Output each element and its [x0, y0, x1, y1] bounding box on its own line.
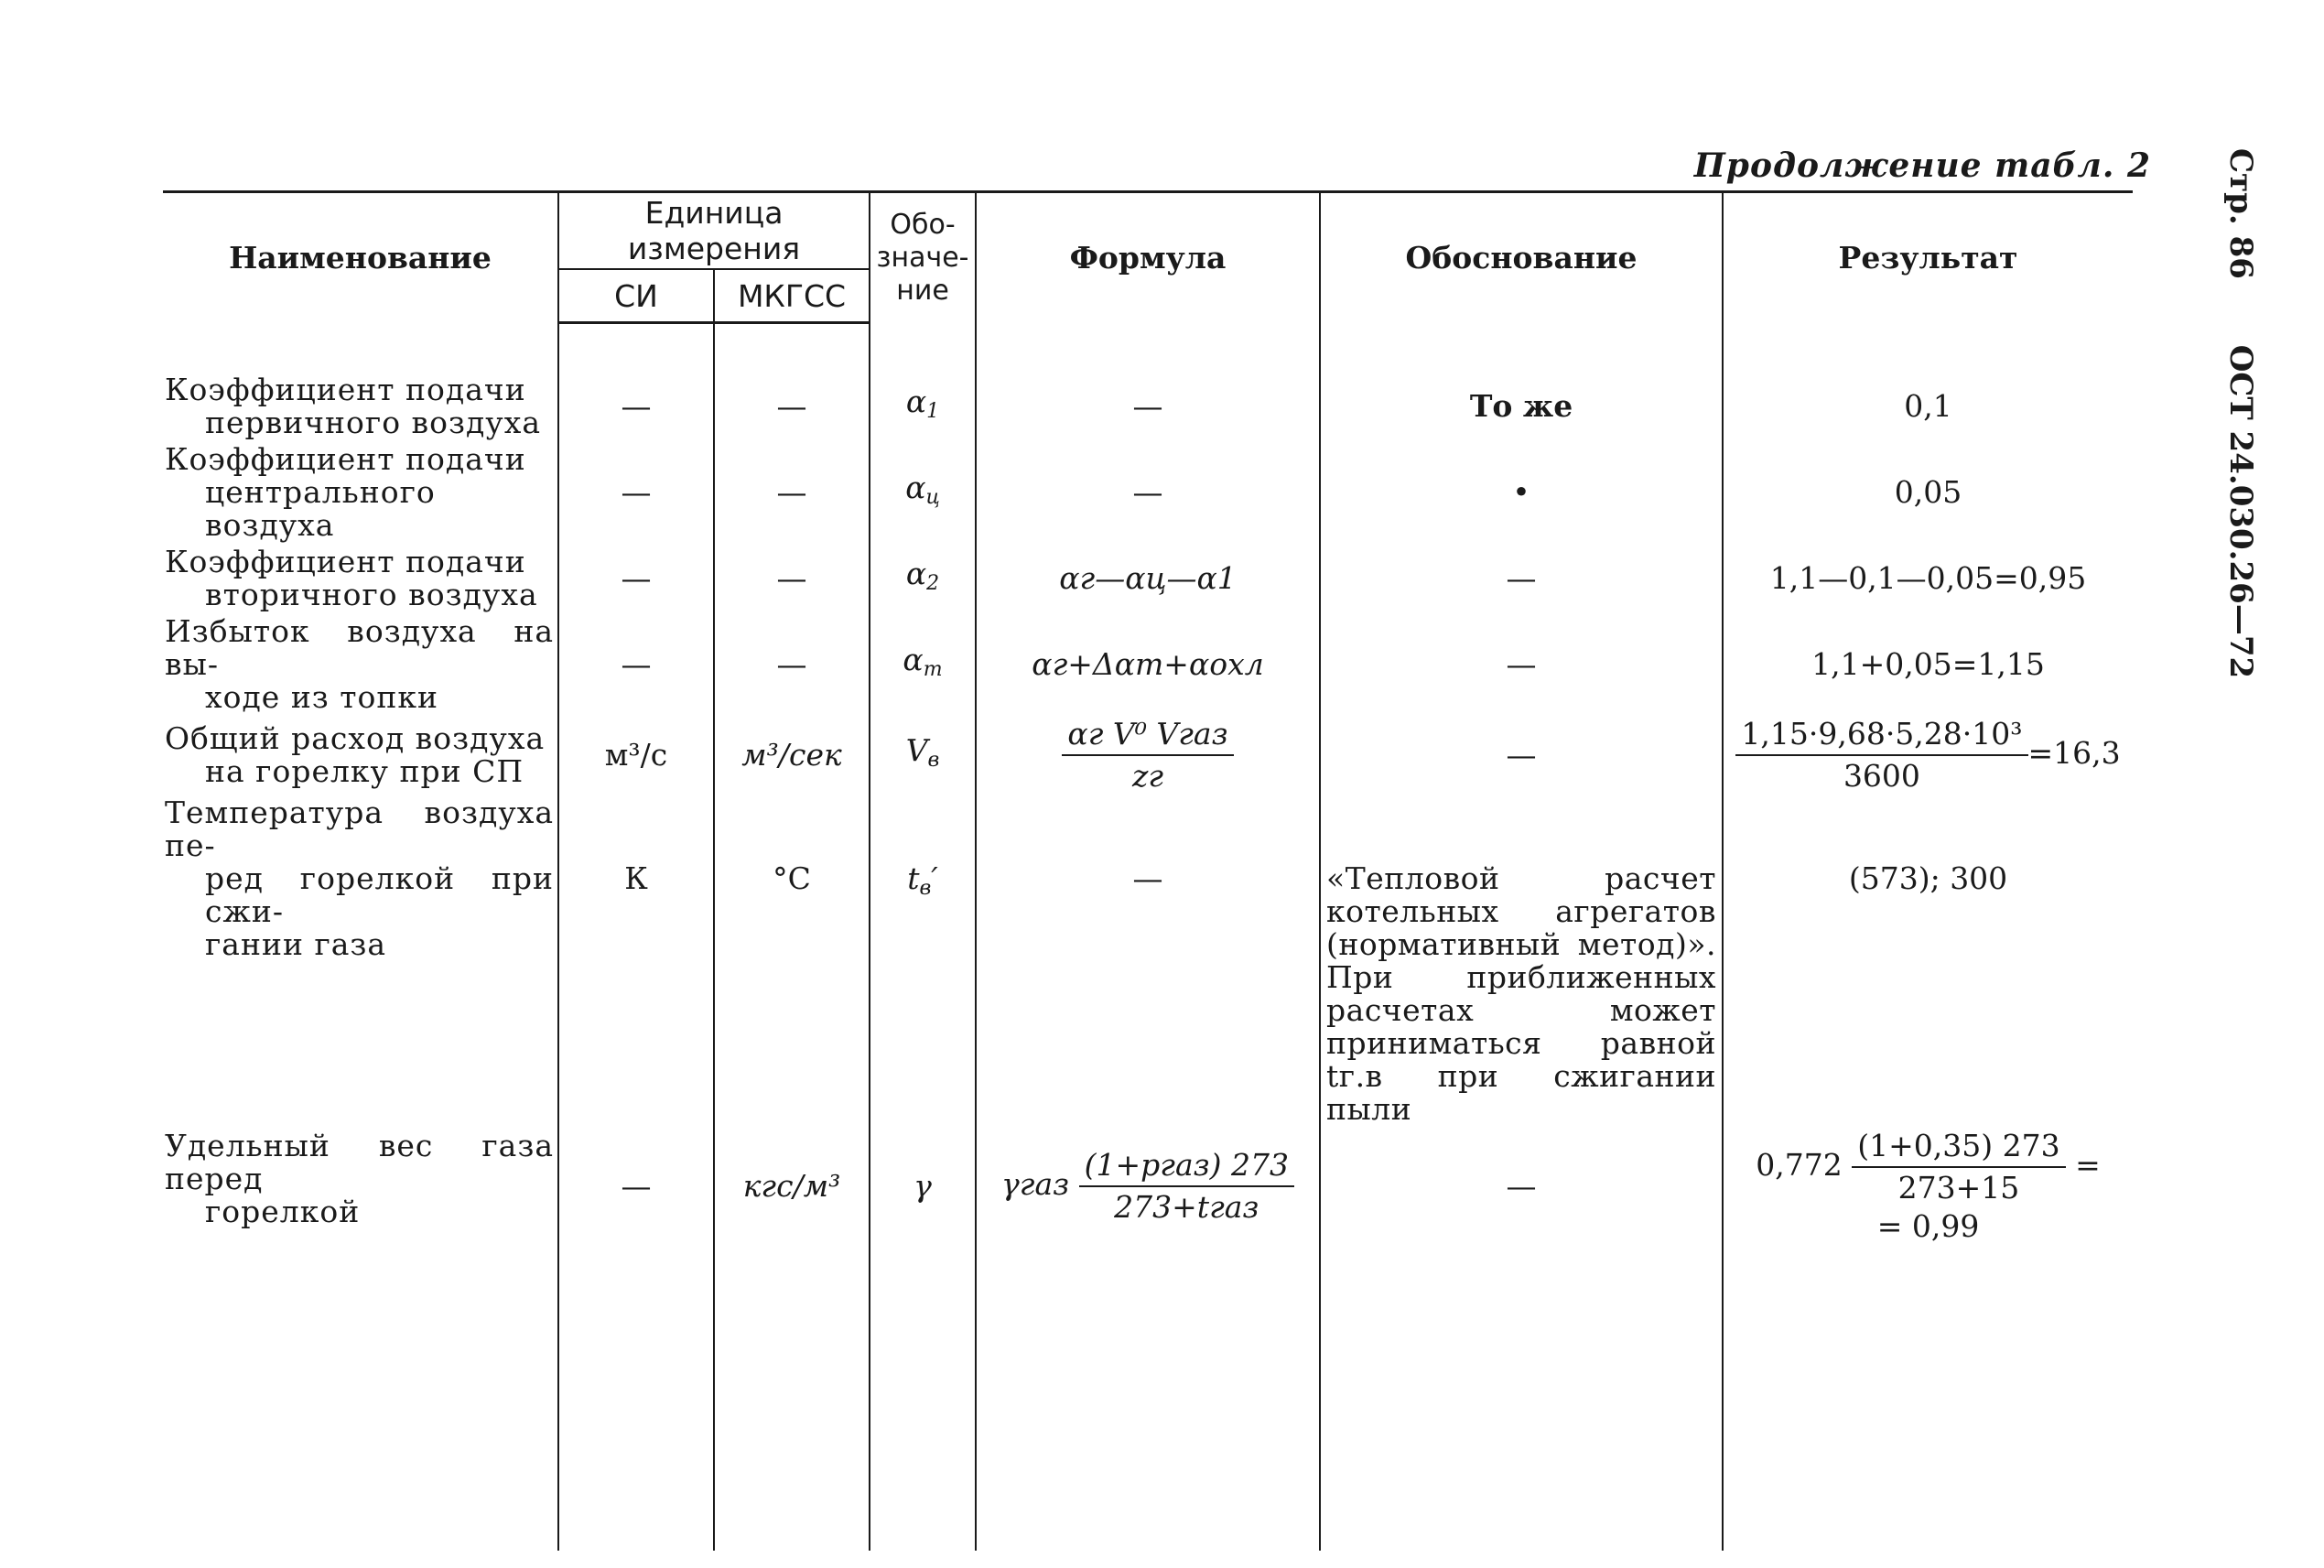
row-reason: То же: [1320, 372, 1723, 441]
row-unit-si: —: [558, 1128, 714, 1245]
continuation-label: Продолжение табл. 2: [1693, 146, 2151, 185]
row-symbol: $\alpha_т$: [870, 613, 976, 716]
row-name: Удельный вес газа перед горелкой: [165, 1128, 554, 1229]
row-symbol: $\alpha_2$: [870, 544, 976, 613]
row-unit-mkgss: —: [714, 372, 870, 441]
row-formula: [976, 716, 1320, 795]
row-formula: —: [976, 372, 1320, 441]
row-name: Избыток воздуха на вы- ходе из топки: [165, 613, 554, 715]
row-unit-si: м³/с: [558, 716, 714, 795]
row-unit-si: —: [558, 441, 714, 544]
row-formula: —: [976, 441, 1320, 544]
row-unit-mkgss: —: [714, 441, 870, 544]
row-symbol: $\alpha_1$: [870, 372, 976, 441]
data-table: [163, 190, 2133, 1551]
row-unit-si: К: [558, 795, 714, 1128]
formula-fraction: $\frac{\text{αг V⁰ Vгаз}}{zг}$: [1062, 718, 1233, 793]
result-fraction: $\frac{\text{1,15·9,68·5,28·10³}}{3600}$: [1735, 718, 2027, 793]
row-name: Коэффициент подачи первичного воздуха: [165, 372, 542, 440]
row-unit-si: —: [558, 544, 714, 613]
header-designation: Обо- значе- ние: [870, 192, 976, 323]
row-symbol: $\alpha_ц$: [870, 441, 976, 544]
row-reason: —: [1320, 1128, 1723, 1245]
formula-fraction: $\frac{\text{(1+pгаз) 273}}{\text{273+tгаз}}$: [1079, 1149, 1294, 1224]
row-result: 0,1: [1723, 372, 2133, 441]
row-unit-mkgss: —: [714, 613, 870, 716]
row-result: (573); 300: [1723, 795, 2133, 1128]
row-reason: •: [1320, 441, 1723, 544]
row-reason: «Тепловой расчет котельных агрегатов (нормативный метод)». При приближенных расчетах может приниматься равной tг.в при сжигании пыли: [1320, 795, 1723, 1128]
row-reason: —: [1320, 716, 1723, 795]
row-result: 0,772 $\frac{(1+0,35) 273}{273+15}$ = = 0,99: [1723, 1128, 2133, 1245]
side-standard-code: ОСТ 24.030.26—72: [2222, 344, 2259, 679]
row-unit-mkgss: °С: [714, 795, 870, 1128]
table-row: [163, 795, 2133, 1128]
row-name: Коэффициент подачи центрального воздуха: [165, 441, 526, 543]
row-reason: —: [1320, 613, 1723, 716]
row-symbol: γ: [870, 1128, 976, 1245]
row-reason: —: [1320, 544, 1723, 613]
row-symbol: $V_в$: [870, 716, 976, 795]
row-name: Общий расход воздуха на горелку при СП: [165, 720, 546, 789]
table-row: [163, 544, 2133, 613]
table-row: [163, 372, 2133, 441]
table-row: [163, 613, 2133, 716]
row-formula: αг—αц—α1: [976, 544, 1320, 613]
table-row: [163, 441, 2133, 544]
header-reason: Обоснование: [1320, 192, 1723, 323]
result-fraction: $\frac{(1+0,35) 273}{273+15}$: [1852, 1130, 2065, 1205]
header-formula: Формула: [976, 192, 1320, 323]
row-result: 0,05: [1723, 441, 2133, 544]
row-name: Температура воздуха пе- ред горелкой при сжи- гании газа: [165, 795, 554, 962]
header-unit-group: Единица измерения: [558, 192, 870, 270]
side-page-label: [2222, 148, 2259, 733]
header-result: Результат: [1723, 192, 2133, 323]
row-unit-mkgss: —: [714, 544, 870, 613]
row-unit-si: —: [558, 372, 714, 441]
row-result: 1,1—0,1—0,05=0,95: [1723, 544, 2133, 613]
row-result: $\frac{\text{1,15·9,68·5,28·10³}}{3600}$ =16,3: [1723, 716, 2133, 795]
header-mkgss: МКГСС: [714, 269, 870, 323]
row-result: 1,1+0,05=1,15: [1723, 613, 2133, 716]
side-page-number: Стр. 86: [2222, 148, 2259, 279]
row-unit-mkgss: м³/сек: [714, 716, 870, 795]
row-symbol: $t_в'$: [870, 795, 976, 1128]
row-formula: αг+Δαт+αохл: [976, 613, 1320, 716]
row-unit-si: —: [558, 613, 714, 716]
row-unit-mkgss: кгс/м³: [714, 1128, 870, 1245]
row-name: Коэффициент подачи вторичного воздуха: [165, 544, 538, 612]
header-si: СИ: [558, 269, 714, 323]
table-row: [163, 1128, 2133, 1245]
table-row: [163, 716, 2133, 795]
header-name: Наименование: [163, 192, 558, 323]
row-formula: —: [976, 795, 1320, 1128]
row-formula: γгаз $\frac{\text{(1+pгаз) 273}}{\text{273+tгаз}}$: [976, 1128, 1320, 1245]
